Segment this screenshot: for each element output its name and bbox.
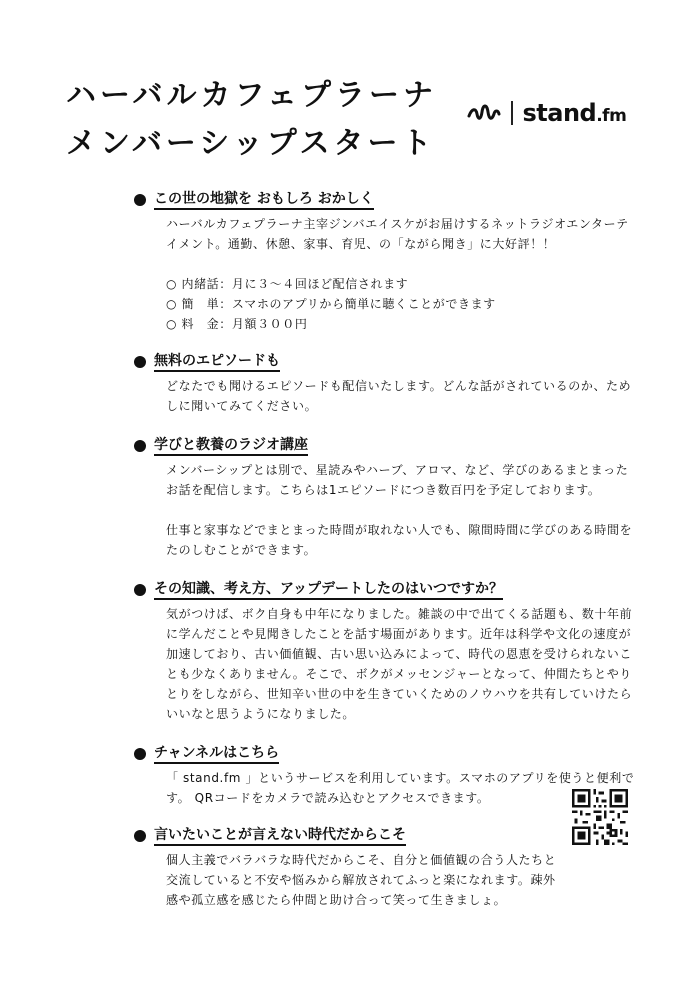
paragraph: 個人主義でバラバラな時代だからこそ、自分と価値観の合う人たちと交流していると不安や悩みから解放されてふっと楽になれます。疎外感や孤立感を感じたら仲間と助け合って笑って生きましょ。 [166, 853, 557, 907]
section-body [166, 460, 636, 560]
logo-separator [511, 101, 513, 125]
paragraph: ハーバルカフェプラーナ主宰ジンバエイスケがお届けするネットラジオエンターテイメント。通勤、休憩、家事、育児、の「ながら聞き」に大好評！！ [166, 217, 629, 251]
section-body [166, 850, 566, 910]
section-body [166, 604, 636, 724]
stand-fm-logo [467, 98, 626, 128]
section-radio-course [134, 436, 654, 560]
bullet-icon [134, 748, 146, 760]
logo-wordmark: stand.fm [522, 99, 627, 127]
paragraph: メンバーシップとは別で、星読みやハーブ、アロマ、など、学びのあるまとまったお話を配信します。こちらは1エピソードにつき数百円を予定しております。 [166, 463, 629, 497]
qr-code[interactable] [572, 789, 628, 845]
bullet-icon [134, 440, 146, 452]
paragraph: 「 stand.fm 」というサービスを利用しています。スマホのアプリを使うと便利です。 QRコードをカメラで読み込むとアクセスできます。 [166, 771, 635, 805]
section-intro [134, 190, 654, 334]
section-update-knowledge [134, 580, 654, 724]
paragraph: 仕事と家事などでまとまった時間が取れない人でも、隙間時間に学びのある時間をたのしむことができます。 [166, 523, 633, 557]
list-item: ○ 簡 単：スマホのアプリから簡単に聴くことができます [166, 297, 496, 311]
bullet-icon [134, 830, 146, 842]
title-line-2: メンバーシップスタート [66, 126, 436, 161]
list-item: ○ 料 金：月額３００円 [166, 317, 308, 331]
section-heading: 言いたいことが言えない時代だからこそ [134, 826, 654, 846]
title-line-1: ハーバルカフェプラーナ [66, 78, 437, 113]
section-heading: 無料のエピソードも [134, 352, 654, 372]
section-body [166, 376, 636, 416]
section-heading: その知識、考え方、アップデートしたのはいつですか？ [134, 580, 654, 600]
section-body [166, 214, 636, 334]
section-free-episodes [134, 352, 654, 416]
paragraph: 気がつけば、ボク自身も中年になりました。雑談の中で出てくる話題も、数十年前に学んだことや見聞きしたことを話す場面があります。近年は科学や文化の速度が加速しており、古い価値観、古い思い込みによって、時代の恩恵を受けられないことも少なくありません。そこで、ボクがメッセンジャーとなって、仲間たちとやりとりをしながら、世知辛い世の中を生きていくためのノウハウを共有していけたらいいなと思うようになりました。 [166, 607, 633, 721]
bullet-icon [134, 584, 146, 596]
section-heading: 学びと教養のラジオ講座 [134, 436, 654, 456]
section-heading: この世の地獄を おもしろ おかしく [134, 190, 654, 210]
stand-fm-wave-icon [467, 100, 501, 126]
section-body [166, 768, 636, 808]
list-item: ○ 内緒話：月に３～４回ほど配信されます [166, 277, 409, 291]
bullet-icon [134, 356, 146, 368]
paragraph: どなたでも聞けるエピソードも配信いたします。どんな話がされているのか、ためしに聞いてみてください。 [166, 379, 632, 413]
section-heading: チャンネルはこちら [134, 744, 654, 764]
page-title [66, 72, 437, 168]
bullet-icon [134, 194, 146, 206]
